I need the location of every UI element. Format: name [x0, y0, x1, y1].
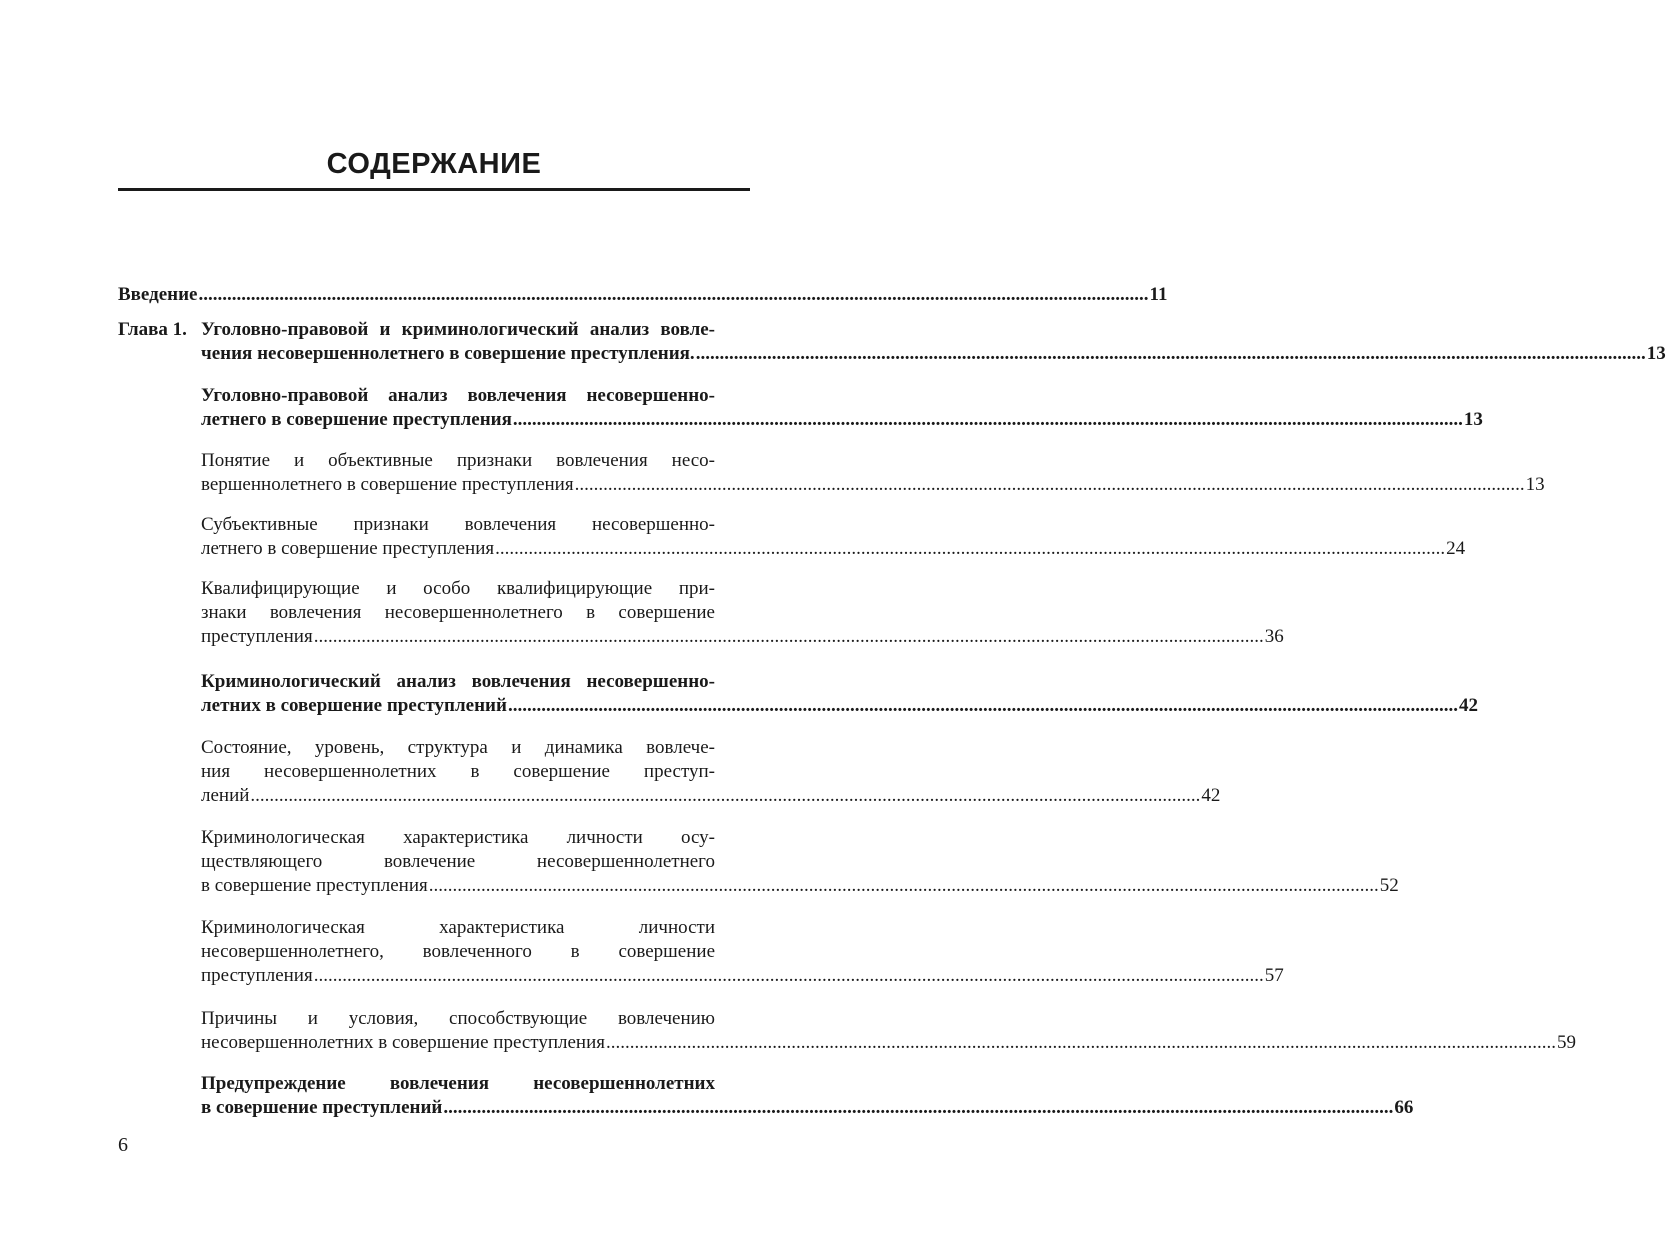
page-ref: 36 — [1264, 626, 1284, 647]
leader-dots: ........................................................................................................................................................................................................ — [198, 284, 1149, 305]
leader-dots: ........................................................................................................................................................................................................ — [495, 538, 1446, 559]
leader-dots: ........................................................................................................................................................................................................ — [443, 1097, 1394, 1118]
toc-entry-title: летних в совершение преступлений — [201, 695, 507, 716]
toc-entry-line: Криминологическая характеристика личности — [201, 917, 715, 938]
toc-entry-line: Понятие и объективные признаки вовлечения несо- — [201, 450, 715, 471]
toc-entry-line: Уголовно-правовой и криминологический анализ вовле- — [201, 319, 715, 340]
toc-entry-chapter-1[interactable] — [201, 318, 1666, 366]
toc-entry-title: в совершение преступления — [201, 875, 428, 896]
toc-entry-last-line — [201, 537, 1466, 561]
toc-entry-subsection[interactable] — [201, 1007, 1577, 1055]
page-ref: 42 — [1201, 785, 1221, 806]
page-ref: 13 — [1646, 343, 1666, 364]
page-number: 6 — [118, 1134, 128, 1156]
toc-entry-last-line — [201, 784, 1221, 808]
page-ref: 52 — [1379, 875, 1399, 896]
leader-dots: ........................................................................................................................................................................................................ — [574, 474, 1525, 495]
toc-entry-line: Криминологический анализ вовлечения несовершенно- — [201, 671, 715, 692]
page-ref: 57 — [1264, 965, 1284, 986]
toc-entry-title: преступления — [201, 626, 313, 647]
leader-dots: ........................................................................................................................................................................................................ — [250, 785, 1201, 806]
toc-entry-line: Криминологическая характеристика личности осу- — [201, 827, 715, 848]
toc-entry-last-line — [201, 408, 1483, 432]
toc-entry-line: Состояние, уровень, структура и динамика вовлече- — [201, 737, 715, 758]
toc-entry-last-line — [201, 874, 1399, 898]
toc-entry-subsection[interactable] — [201, 916, 1284, 988]
toc-entry-last-line — [201, 473, 1545, 497]
toc-entry-subsection[interactable] — [201, 826, 1399, 898]
toc-entry-section-1-1[interactable] — [201, 384, 1483, 432]
toc-entry-title: летнего в совершение преступления — [201, 409, 512, 430]
leader-dots: ........................................................................................................................................................................................................ — [695, 343, 1646, 364]
toc-entry-last-line — [201, 1096, 1414, 1120]
toc-entry-last-line — [201, 964, 1284, 988]
toc-entry-last-line — [201, 694, 1478, 718]
page-ref: 11 — [1149, 284, 1168, 305]
toc-entry-last-line — [118, 283, 1168, 307]
page-ref: 66 — [1394, 1097, 1414, 1118]
page-ref: 13 — [1463, 409, 1483, 430]
toc-entry-title: преступления — [201, 965, 313, 986]
leader-dots: ........................................................................................................................................................................................................ — [313, 965, 1264, 986]
toc-entry-title: несовершеннолетних в совершение преступления — [201, 1032, 606, 1053]
title-underline — [118, 188, 750, 191]
leader-dots: ........................................................................................................................................................................................................ — [313, 626, 1264, 647]
toc-entry-subsection[interactable] — [201, 449, 1545, 497]
toc-entry-line: ния несовершеннолетних в совершение преступ- — [201, 761, 715, 782]
page-title: СОДЕРЖАНИЕ — [326, 148, 542, 180]
toc-entry-subsection[interactable] — [201, 577, 1284, 649]
toc-entry-line: знаки вовлечения несовершеннолетнего в совершение — [201, 602, 715, 623]
page-ref: 59 — [1557, 1032, 1577, 1053]
page-ref: 42 — [1458, 695, 1478, 716]
leader-dots: ........................................................................................................................................................................................................ — [606, 1032, 1557, 1053]
toc-entry-line: Уголовно-правовой анализ вовлечения несовершенно- — [201, 385, 715, 406]
toc-entry-last-line — [201, 342, 1666, 366]
toc-entry-title: Введение — [118, 284, 198, 305]
toc-entry-line: Причины и условия, способствующие вовлечению — [201, 1008, 715, 1029]
toc-entry-title: вершеннолетнего в совершение преступления — [201, 474, 574, 495]
toc-entry-line: Предупреждение вовлечения несовершеннолетних — [201, 1073, 715, 1094]
toc-entry-subsection[interactable] — [201, 513, 1466, 561]
toc-entry-title: в совершение преступлений — [201, 1097, 443, 1118]
leader-dots: ........................................................................................................................................................................................................ — [428, 875, 1379, 896]
toc-entry-subsection[interactable] — [201, 736, 1221, 808]
toc-entry-line: Квалифицирующие и особо квалифицирующие при- — [201, 578, 715, 599]
leader-dots: ........................................................................................................................................................................................................ — [507, 695, 1458, 716]
toc-entry-section-1-3[interactable] — [201, 1072, 1414, 1120]
leader-dots: ........................................................................................................................................................................................................ — [512, 409, 1463, 430]
chapter-label: Глава 1. — [118, 319, 187, 340]
page-ref: 13 — [1525, 474, 1545, 495]
toc-entry-line: ществляющего вовлечение несовершеннолетнего — [201, 851, 715, 872]
toc-entry-line: Субъективные признаки вовлечения несовершенно- — [201, 514, 715, 535]
toc-entry-last-line — [201, 625, 1284, 649]
page-ref: 24 — [1446, 538, 1466, 559]
toc-entry-title: чения несовершеннолетнего в совершение преступления. — [201, 343, 695, 364]
toc-entry-introduction[interactable] — [118, 283, 1168, 307]
toc-entry-title: лений — [201, 785, 250, 806]
toc-entry-section-1-2[interactable] — [201, 670, 1478, 718]
toc-entry-line: несовершеннолетнего, вовлеченного в совершение — [201, 941, 715, 962]
toc-entry-last-line — [201, 1031, 1577, 1055]
toc-entry-title: летнего в совершение преступления — [201, 538, 495, 559]
